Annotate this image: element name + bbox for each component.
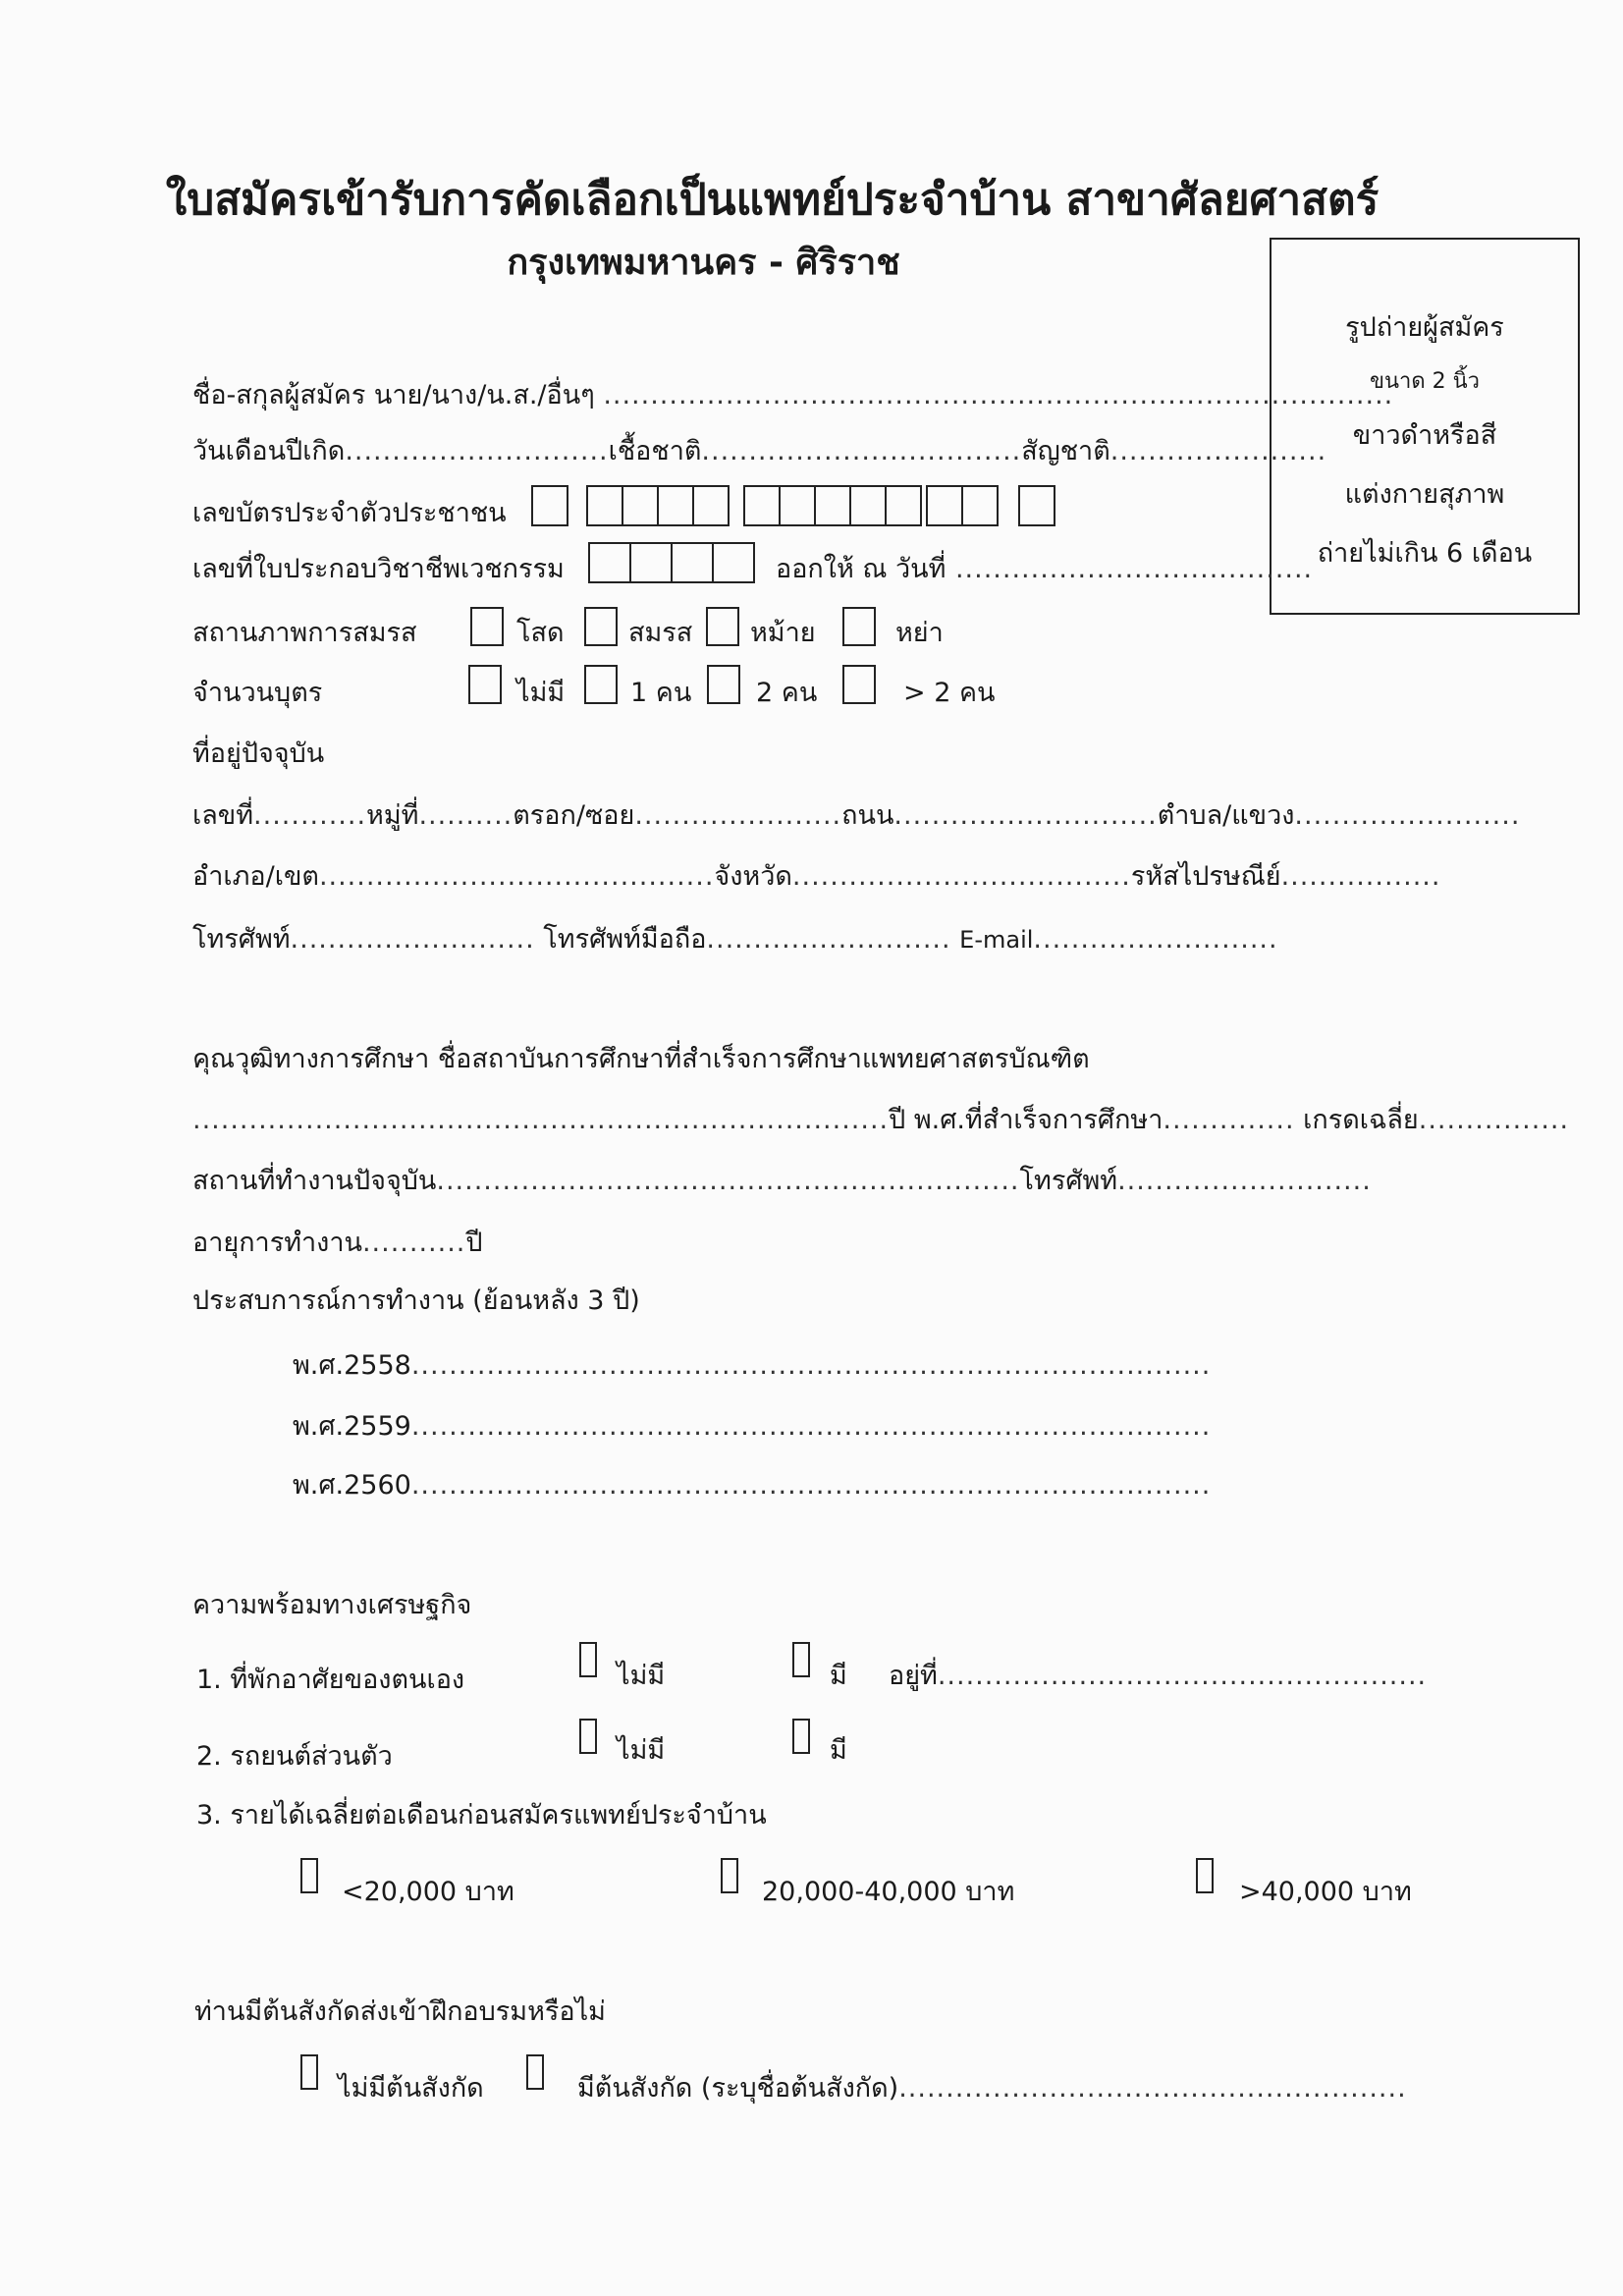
experience-field[interactable]: ..................................................................................... — [410, 1411, 1212, 1442]
work-age-row — [192, 1221, 483, 1263]
experience-row — [293, 1404, 1211, 1447]
affiliation-no-label: ไม่มีต้นสังกัด — [338, 2073, 484, 2104]
id-cells-group-1 — [531, 485, 567, 526]
mobile-field[interactable]: .......................... — [706, 924, 951, 955]
children-none-checkbox[interactable] — [468, 665, 502, 704]
housing-at-label: อยู่ที่ — [889, 1661, 938, 1691]
subdistrict-field[interactable]: ........................ — [1294, 800, 1521, 831]
id-digit-cell[interactable] — [692, 485, 730, 526]
postcode-label: รหัสไปรษณีย์ — [1130, 861, 1281, 892]
grad-year-label: ปี พ.ศ.ที่สำเร็จการศึกษา — [889, 1105, 1163, 1135]
experience-row — [293, 1343, 1211, 1386]
income-option-label: <20,000 บาท — [342, 1877, 514, 1907]
experience-row — [293, 1463, 1211, 1505]
workplace-field[interactable]: .............................................................. — [436, 1166, 1020, 1196]
nationality-label: สัญชาติ — [1021, 436, 1110, 466]
id-digit-cell[interactable] — [885, 485, 922, 526]
marital-label: สถานภาพการสมรส — [192, 618, 417, 648]
grad-year-field[interactable]: .............. — [1163, 1105, 1295, 1135]
institution-field[interactable]: .......................................................................... — [192, 1105, 890, 1135]
moo-field[interactable]: .......... — [418, 800, 514, 831]
affiliation-yes-checkbox[interactable] — [526, 2054, 544, 2090]
car-yes-checkbox[interactable] — [792, 1719, 810, 1754]
work-phone-label: โทรศัพท์ — [1019, 1166, 1118, 1196]
license-digit-cell[interactable] — [712, 542, 755, 583]
education-label: คุณวุฒิทางการศึกษา ชื่อสถาบันการศึกษาที่สำเร็จการศึกษาแพทยศาสตรบัณฑิต — [192, 1044, 1090, 1074]
address-row-3 — [192, 917, 1278, 959]
housing-yes-checkbox[interactable] — [792, 1642, 810, 1677]
id-label: เลขบัตรประจำตัวประชาชน — [192, 498, 507, 528]
nationality-field[interactable]: ....................... — [1109, 436, 1327, 466]
district-field[interactable]: .......................................... — [318, 861, 715, 892]
id-cells-group-3 — [743, 485, 920, 526]
license-cells — [588, 542, 753, 583]
house-no-label: เลขที่ — [192, 800, 254, 831]
children-option-label: ไม่มี — [516, 678, 566, 708]
id-digit-cell[interactable] — [779, 485, 816, 526]
children-option-label: > 2 คน — [903, 678, 996, 708]
issued-row — [776, 547, 1313, 589]
car-no-label: ไม่มี — [617, 1735, 666, 1766]
car-no-checkbox[interactable] — [579, 1719, 597, 1754]
id-cells-group-5 — [1018, 485, 1054, 526]
id-digit-cell[interactable] — [657, 485, 694, 526]
name-row — [192, 373, 1393, 415]
housing-yes-label: มี — [830, 1661, 847, 1691]
gpa-field[interactable]: ................ — [1418, 1105, 1570, 1135]
address-row-1 — [192, 793, 1520, 836]
children-label: จำนวนบุตร — [192, 678, 323, 708]
income-option-label: 20,000-40,000 บาท — [762, 1877, 1015, 1907]
experience-field[interactable]: ..................................................................................... — [410, 1470, 1212, 1501]
race-label: เชื้อชาติ — [608, 436, 702, 466]
phone-label: โทรศัพท์ — [192, 924, 291, 955]
marital-option-label: สมรส — [628, 618, 693, 648]
license-digit-cell[interactable] — [671, 542, 714, 583]
id-digit-cell[interactable] — [622, 485, 659, 526]
marital-widowed-checkbox[interactable] — [706, 607, 739, 646]
photo-box-line: รูปถ่ายผู้สมัคร — [1345, 312, 1504, 343]
soi-label: ตรอก/ซอย — [513, 800, 635, 831]
email-label: E-mail — [959, 926, 1034, 954]
birth-row — [192, 429, 1326, 471]
form-subtitle: กรุงเทพมหานคร - ศิริราช — [507, 243, 900, 283]
children-one-checkbox[interactable] — [584, 665, 618, 704]
road-label: ถนน — [841, 800, 894, 831]
workplace-label: สถานที่ทำงานปัจจุบัน — [192, 1166, 437, 1196]
id-cells-group-4 — [926, 485, 997, 526]
birth-label: วันเดือนปีเกิด — [192, 436, 346, 466]
marital-married-checkbox[interactable] — [584, 607, 618, 646]
housing-at-field[interactable]: .................................................... — [937, 1661, 1428, 1691]
income-mid-checkbox[interactable] — [721, 1858, 738, 1893]
affiliation-question: ท่านมีต้นสังกัดส่งเข้าฝึกอบรมหรือไม่ — [194, 1996, 606, 2027]
experience-year-label: พ.ศ.2559 — [293, 1411, 411, 1442]
housing-no-checkbox[interactable] — [579, 1642, 597, 1677]
id-digit-cell[interactable] — [849, 485, 887, 526]
affiliation-yes-row — [577, 2066, 1407, 2108]
housing-at-row — [889, 1654, 1427, 1696]
marital-single-checkbox[interactable] — [470, 607, 504, 646]
car-label: 2. รถยนต์ส่วนตัว — [196, 1741, 393, 1772]
affiliation-field[interactable]: ...................................................... — [898, 2073, 1407, 2104]
id-cells-group-2 — [586, 485, 728, 526]
marital-option-label: หม้าย — [750, 618, 816, 648]
income-low-checkbox[interactable] — [300, 1858, 318, 1893]
experience-year-label: พ.ศ.2558 — [293, 1350, 411, 1381]
address-heading: ที่อยู่ปัจจุบัน — [192, 738, 325, 769]
work-phone-field[interactable]: ........................... — [1117, 1166, 1372, 1196]
experience-label: ประสบการณ์การทำงาน (ย้อนหลัง 3 ปี) — [192, 1285, 640, 1316]
marital-option-label: หย่า — [895, 618, 944, 648]
postcode-field[interactable]: ................. — [1280, 861, 1441, 892]
email-field[interactable]: .......................... — [1033, 924, 1278, 955]
house-no-field[interactable]: ............ — [253, 800, 367, 831]
income-high-checkbox[interactable] — [1196, 1858, 1214, 1893]
education-row — [192, 1098, 1569, 1140]
id-digit-cell[interactable] — [531, 485, 568, 526]
license-label: เลขที่ใบประกอบวิชาชีพเวชกรรม — [192, 554, 565, 584]
province-label: จังหวัด — [714, 861, 792, 892]
moo-label: หมู่ที่ — [366, 800, 419, 831]
birth-field[interactable]: ............................ — [345, 436, 609, 466]
housing-label: 1. ที่พักอาศัยของตนเอง — [196, 1665, 465, 1695]
race-field[interactable]: .................................. — [701, 436, 1022, 466]
license-digit-cell[interactable] — [588, 542, 631, 583]
photo-box-line: ขาวดำหรือสี — [1352, 420, 1497, 451]
income-option-label: >40,000 บาท — [1239, 1877, 1412, 1907]
experience-year-label: พ.ศ.2560 — [293, 1470, 411, 1501]
issued-field[interactable]: ...................................... — [946, 554, 1314, 584]
marital-divorced-checkbox[interactable] — [842, 607, 876, 646]
id-digit-cell[interactable] — [814, 485, 851, 526]
workplace-row — [192, 1159, 1372, 1201]
license-digit-cell[interactable] — [629, 542, 673, 583]
subdistrict-label: ตำบล/แขวง — [1157, 800, 1295, 831]
children-option-label: 1 คน — [630, 678, 692, 708]
car-yes-label: มี — [830, 1735, 847, 1766]
mobile-label: โทรศัพท์มือถือ — [543, 924, 707, 955]
affiliation-yes-label: มีต้นสังกัด (ระบุชื่อต้นสังกัด) — [577, 2073, 899, 2104]
address-row-2 — [192, 854, 1440, 897]
photo-box — [1270, 238, 1580, 615]
children-more-checkbox[interactable] — [842, 665, 876, 704]
form-title: ใบสมัครเข้ารับการคัดเลือกเป็นแพทย์ประจำบ้าน สาขาศัลยศาสตร์ — [165, 175, 1380, 225]
name-label: ชื่อ-สกุลผู้สมัคร นาย/นาง/น.ส./อื่นๆ — [192, 380, 595, 410]
id-digit-cell[interactable] — [586, 485, 623, 526]
affiliation-no-checkbox[interactable] — [300, 2054, 318, 2090]
income-label: 3. รายได้เฉลี่ยต่อเดือนก่อนสมัครแพทย์ประจำบ้าน — [196, 1800, 767, 1831]
gpa-label: เกรดเฉลี่ย — [1303, 1105, 1419, 1135]
experience-field[interactable]: ..................................................................................... — [410, 1350, 1212, 1381]
children-two-checkbox[interactable] — [707, 665, 740, 704]
marital-option-label: โสด — [516, 618, 565, 648]
housing-no-label: ไม่มี — [617, 1661, 666, 1691]
road-field[interactable]: ............................ — [893, 800, 1158, 831]
economic-heading: ความพร้อมทางเศรษฐกิจ — [192, 1590, 472, 1620]
id-digit-cell[interactable] — [926, 485, 963, 526]
year-unit-label: ปี — [465, 1228, 483, 1258]
id-digit-cell[interactable] — [1018, 485, 1055, 526]
district-label: อำเภอ/เขต — [192, 861, 319, 892]
name-field[interactable]: .................................................................................... — [603, 380, 1394, 410]
children-option-label: 2 คน — [756, 678, 818, 708]
id-digit-cell[interactable] — [961, 485, 999, 526]
photo-box-line: ถ่ายไม่เกิน 6 เดือน — [1317, 538, 1533, 569]
photo-box-line: ขนาด 2 นิ้ว — [1369, 369, 1481, 394]
work-age-label: อายุการทำงาน — [192, 1228, 362, 1258]
photo-box-line: แต่งกายสุภาพ — [1344, 479, 1505, 510]
id-digit-cell[interactable] — [743, 485, 781, 526]
soi-field[interactable]: ...................... — [634, 800, 842, 831]
phone-field[interactable]: .......................... — [290, 924, 535, 955]
issued-label: ออกให้ ณ วันที่ — [776, 554, 947, 584]
province-field[interactable]: .................................... — [791, 861, 1131, 892]
work-age-field[interactable]: ........... — [361, 1228, 466, 1258]
